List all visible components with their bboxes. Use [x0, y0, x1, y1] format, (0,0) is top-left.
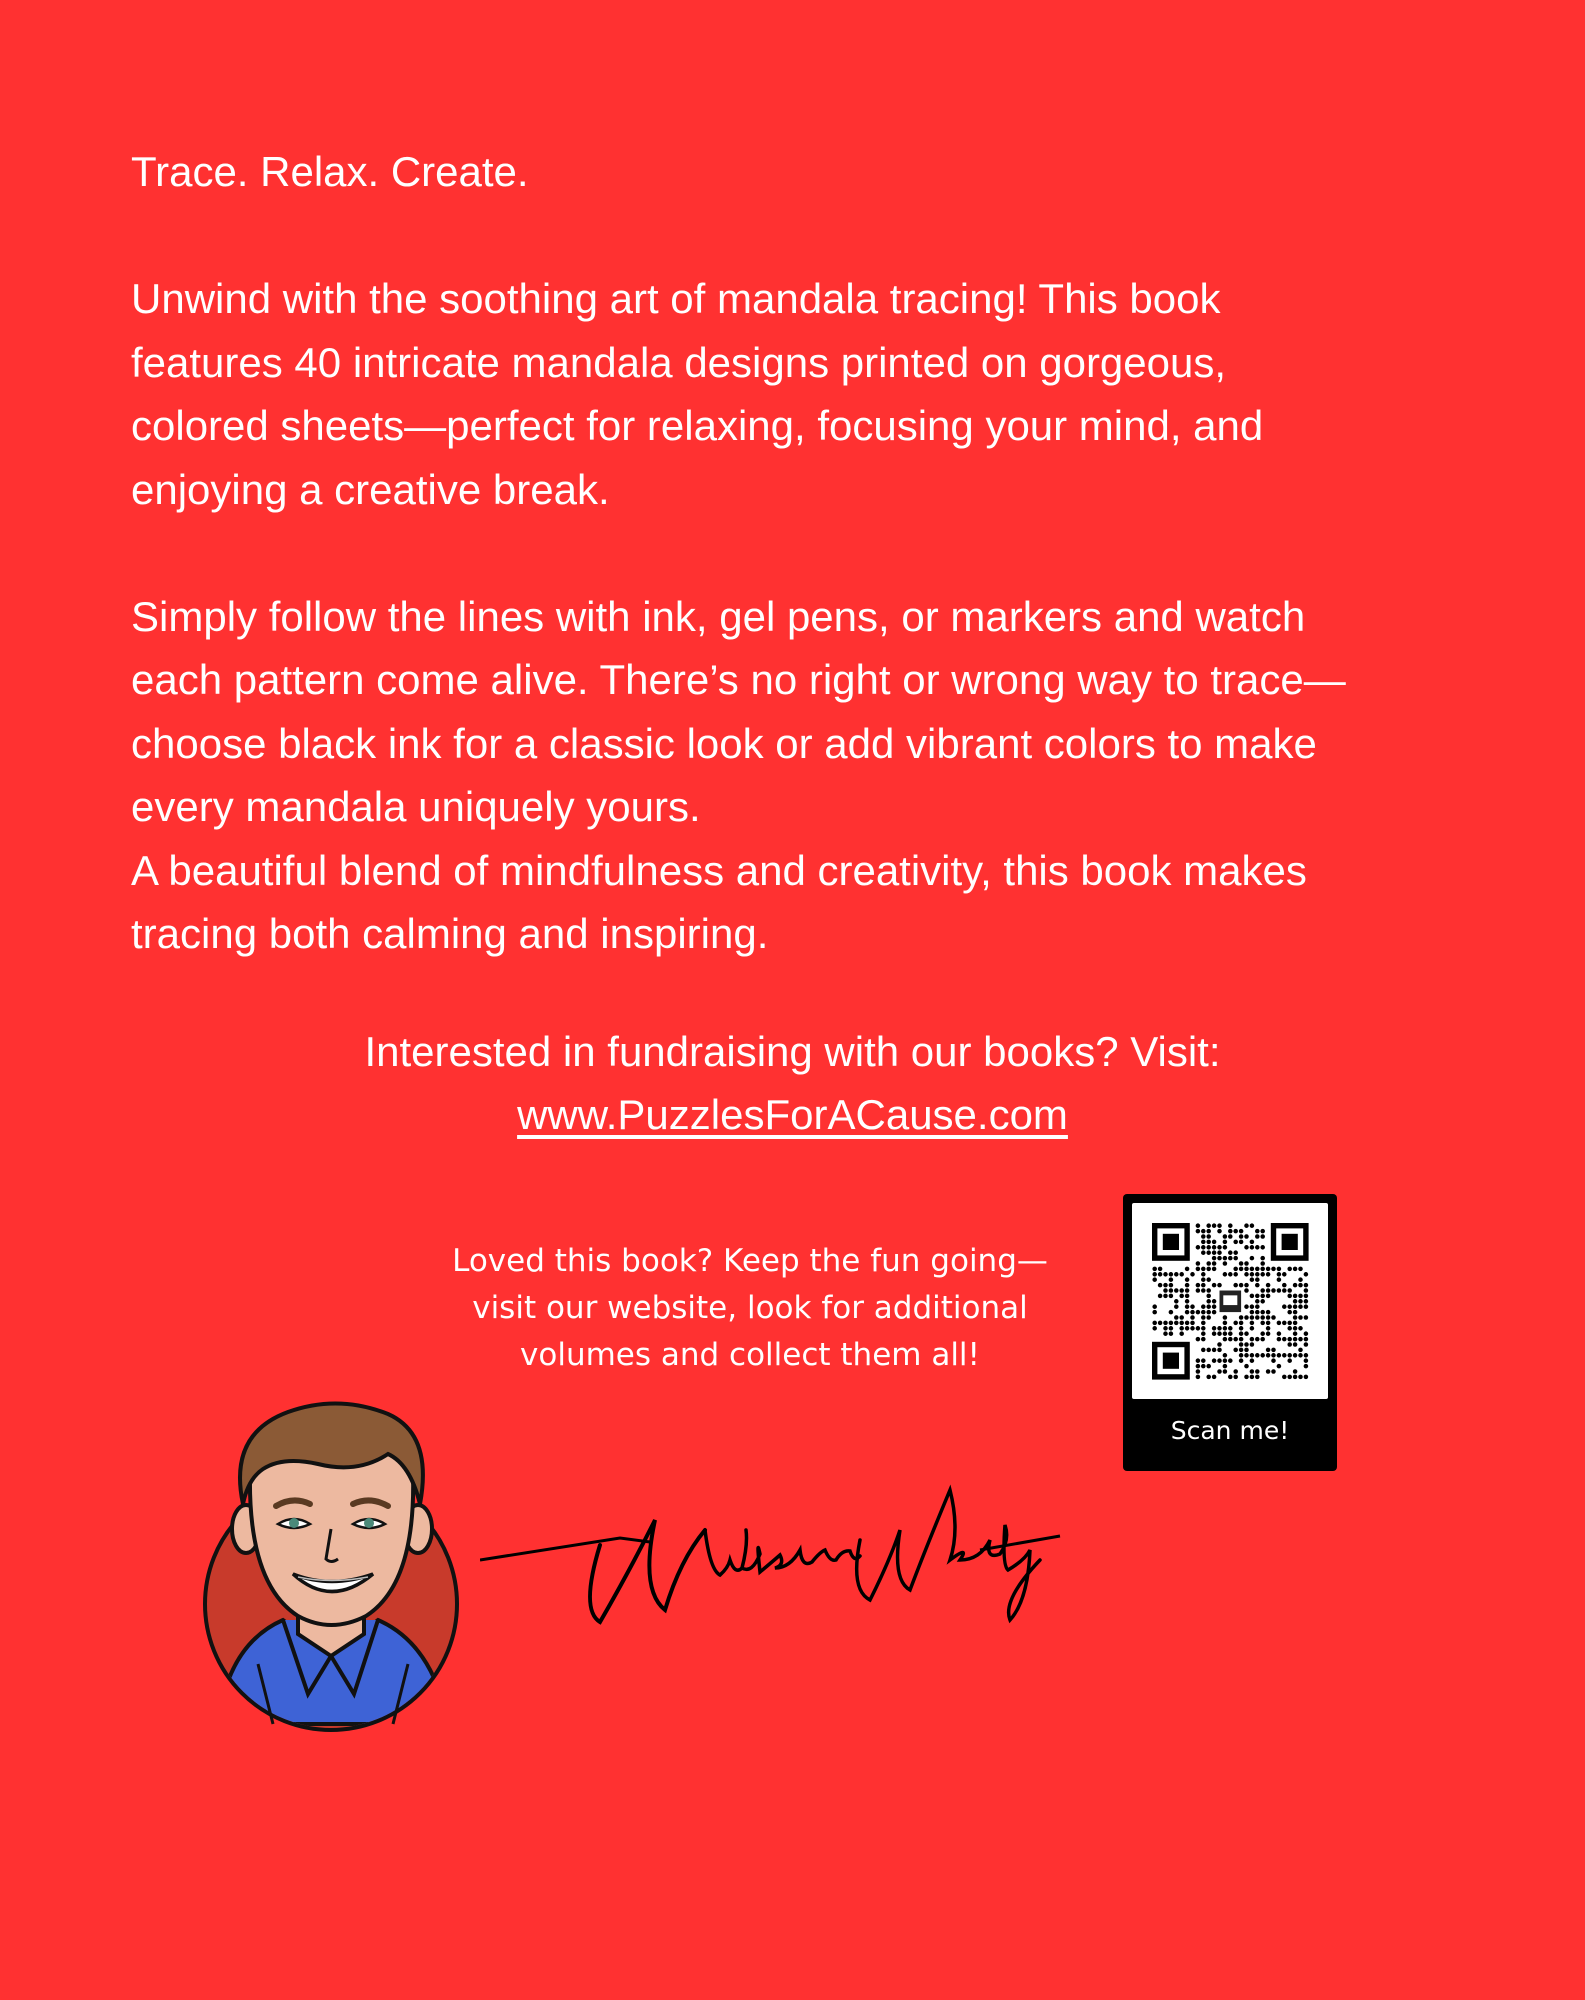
fundraising-question: Interested in fundraising with our books? Visit:	[364, 1028, 1221, 1075]
loved-line: visit our website, look for additional	[472, 1290, 1028, 1326]
loved-line: Loved this book? Keep the fun going—	[452, 1243, 1048, 1279]
loved-message	[420, 1238, 1080, 1379]
para2-line: Simply follow the lines with ink, gel pens, or markers and watch	[131, 592, 1306, 640]
para1-line: enjoying a creative break.	[131, 465, 610, 513]
scan-me-label: Scan me!	[1170, 1416, 1290, 1445]
tagline: Trace. Relax. Create.	[131, 148, 529, 195]
description	[131, 140, 1471, 966]
para2-line: A beautiful blend of mindfulness and creativity, this book makes	[131, 846, 1307, 894]
author-portrait-icon	[188, 1394, 488, 1754]
para2-line: choose black ink for a classic look or add vibrant colors to make	[131, 719, 1317, 767]
para1-line: Unwind with the soothing art of mandala tracing! This book	[131, 275, 1221, 322]
qr-code-icon	[1132, 1203, 1328, 1399]
fundraising-cta	[0, 1020, 1585, 1146]
website-link[interactable]: www.PuzzlesForACause.com	[517, 1091, 1068, 1138]
para1-line: features 40 intricate mandala designs printed on gorgeous,	[131, 338, 1227, 386]
para2-line: every mandala uniquely yours.	[131, 783, 701, 830]
para2-line: tracing both calming and inspiring.	[131, 910, 769, 957]
qr-card[interactable]	[1123, 1194, 1337, 1471]
loved-line: volumes and collect them all!	[520, 1337, 980, 1373]
para1-line: colored sheets—perfect for relaxing, focusing your mind, and	[131, 402, 1264, 449]
signature-william-wesley	[480, 1450, 1080, 1650]
para2-line: each pattern come alive. There’s no right or wrong way to trace—	[131, 656, 1346, 703]
